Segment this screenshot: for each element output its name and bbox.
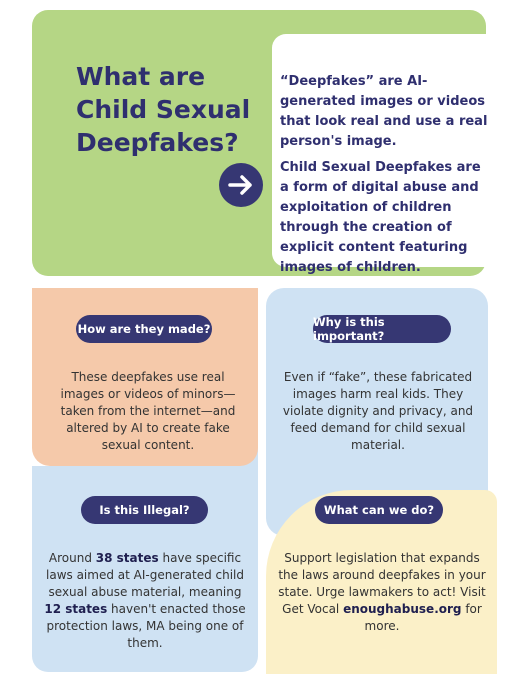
enoughabuse-link[interactable]: enoughabuse.org [343, 602, 462, 616]
heading-why-important: Why is this important? [313, 315, 451, 343]
illegal-text-part: have specific laws aimed at AI-generated child sexual abuse material, meaning [46, 551, 244, 599]
do-text-part: for more. [364, 602, 482, 633]
intro-card [32, 10, 486, 276]
definition-deepfakes: “Deepfakes” are AI-generated images or videos that look real and use a real person's image. [280, 74, 488, 149]
heading-is-illegal: Is this Illegal? [81, 496, 208, 524]
text-what-can-we-do [276, 550, 488, 635]
text-why-important: Even if “fake”, these fabricated images harm real kids. They violate dignity and privacy, and feed demand for child sexual material. [282, 370, 474, 452]
heading-how-made: How are they made? [76, 315, 212, 343]
illegal-text-part: Around [48, 551, 96, 565]
definition-box [272, 34, 500, 275]
illegal-text-part: haven't enacted those protection laws, MA being one of them. [46, 602, 246, 650]
definition-child-deepfakes: Child Sexual Deepfakes are a form of digital abuse and exploitation of children through the creation of explicit content featuring images of children. [280, 160, 481, 275]
stat-12-states: 12 states [44, 602, 108, 616]
do-text-part: Support legislation that expands the laws around deepfakes in your state. Urge lawmakers to act! Visit Get Vocal [278, 551, 486, 616]
text-is-illegal [42, 550, 248, 652]
heading-what-can-we-do: What can we do? [315, 496, 443, 524]
page-title: What are Child Sexual Deepfakes? [76, 62, 251, 157]
stat-38-states: 38 states [95, 551, 159, 565]
text-how-made: These deepfakes use real images or videos of minors—taken from the internet—and altered by AI to create fake sexual content. [60, 370, 236, 452]
arrow-right-icon [219, 163, 263, 207]
